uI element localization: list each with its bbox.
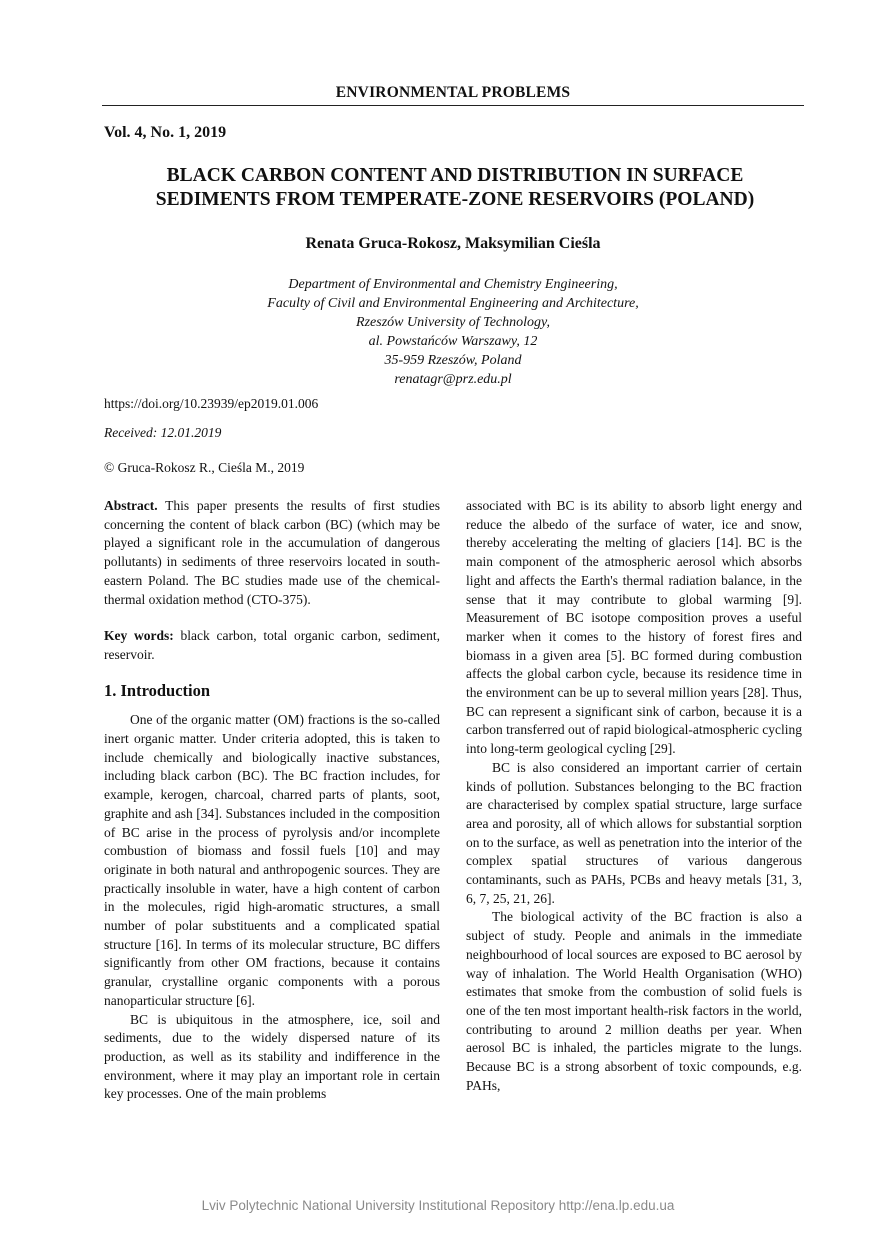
paragraph: associated with BC is its ability to absorb light energy and reduce the albedo of the surface of water, ice and snow, thereby accelerating the melting of glaciers [14]. BC is the main component of the atmospheric aerosol which absorbs light and affects the Earth's thermal radiation balance, in the sense that it may contribute to global warming [9]. Measurement of BC isotope composition proves a useful marker when it comes to the history of forest fires and biomass in a given area [5]. BC formed during combustion affects the global carbon cycle, because its residence time in the environment can be up to several million years [28]. Thus, BC can represent a significant sink of carbon, because it is a carbon transferred out of rapid biological-atmospheric cycling into long-term geological cycling [29].	[466, 498, 802, 757]
right-column	[466, 497, 802, 1096]
paragraph: The biological activity of the BC fraction is also a subject of study. People and animals in the immediate neighbourhood of local sources are exposed to BC aerosol by way of inhalation. The World Health Organisation (WHO) estimates that smoke from the combustion of solid fuels is one of the ten most important health-risk factors in the world, contributing to around 2 million deaths per year. When aerosol BC is inhaled, the particles migrate to the lungs. Because BC is a strong absorbent of toxic compounds, e.g. PAHs,	[466, 909, 802, 1093]
affiliation	[102, 275, 804, 389]
paragraph: BC is ubiquitous in the atmosphere, ice, soil and sediments, due to the widely dispersed nature of its production, as well as its stability and indifference in the environment, where it may play an important role in certain key processes. One of the main problems	[104, 1011, 440, 1102]
authors: Renata Gruca-Rokosz, Maksymilian Cieśla	[305, 235, 601, 252]
affiliation-line: Rzeszów University of Technology,	[356, 315, 550, 330]
title-line-2: SEDIMENTS FROM TEMPERATE-ZONE RESERVOIRS (POLAND)	[155, 189, 755, 210]
doi-link[interactable]: https://doi.org/10.23939/ep2019.01.006	[104, 396, 319, 411]
left-column	[104, 497, 440, 1104]
paper-title	[110, 164, 800, 212]
paragraph: BC is also considered an important carrier of certain kinds of pollution. Substances belonging to the BC fraction are characterised by complex spatial structure, large surface area and porosity, all of which allows for substantial sorption on to the surface, as well as penetration into the interior of the complex spatial structures of various dangerous contaminants, such as PAHs, PCBs and heavy metals [31, 3, 6, 7, 25, 21, 26].	[466, 759, 802, 906]
section-heading: 1. Introduction	[104, 680, 211, 700]
paragraph: One of the organic matter (OM) fractions is the so-called inert organic matter. Under criteria adopted, this is taken to include chemically and biologically inactive substances, including black carbon (BC). The BC fraction includes, for example, kerogen, charcoal, charred parts of plants, soot, graphite and ash [34]. Substances included in the composition of BC arise in the process of pyrolysis and/or incomplete combustion of biomass and fossil fuels [10] and may originate in both natural and anthropogenic sources. They are practically insoluble in water, have a high content of carbon in the molecules, rigid high-aromatic structures, a small number of polar substituents and a complicated spatial structure [16]. In terms of its molecular structure, BC differs significantly from other OM fractions, because it contains granular, crystalline organic components with a porous nanoparticular structure [6].	[104, 712, 440, 1008]
abstract	[104, 497, 440, 609]
affiliation-line: 35-959 Rzeszów, Poland	[384, 353, 522, 368]
volume-info: Vol. 4, No. 1, 2019	[104, 124, 227, 141]
affiliation-line: Faculty of Civil and Environmental Engineering and Architecture,	[267, 296, 639, 311]
affiliation-line: Department of Environmental and Chemistry Engineering,	[288, 277, 618, 292]
abstract-label: Abstract.	[104, 498, 158, 513]
author-email[interactable]: renatagr@prz.edu.pl	[394, 372, 512, 387]
title-line-1: BLACK CARBON CONTENT AND DISTRIBUTION IN SURFACE	[166, 165, 744, 186]
copyright: © Gruca-Rokosz R., Cieśla M., 2019	[104, 460, 305, 475]
keywords-label: Key words:	[104, 628, 174, 644]
keywords-text: black carbon, total organic carbon, sediment, reservoir.	[104, 628, 440, 662]
repository-footer: Lviv Polytechnic National University Institutional Repository http://ena.lp.edu.ua	[201, 1198, 675, 1213]
affiliation-line: al. Powstańców Warszawy, 12	[368, 334, 538, 349]
journal-header: ENVIRONMENTAL PROBLEMS	[102, 84, 804, 106]
keywords	[104, 627, 440, 664]
abstract-text: This paper presents the results of first studies concerning the content of black carbon (BC) (which may be played a significant role in the accumulation of dangerous pollutants) in sediments of three reservoirs located in south-eastern Poland. The BC studies made use of the chemical-thermal oxidation method (CTO-375).	[104, 498, 440, 607]
received-date: Received: 12.01.2019	[104, 425, 222, 440]
